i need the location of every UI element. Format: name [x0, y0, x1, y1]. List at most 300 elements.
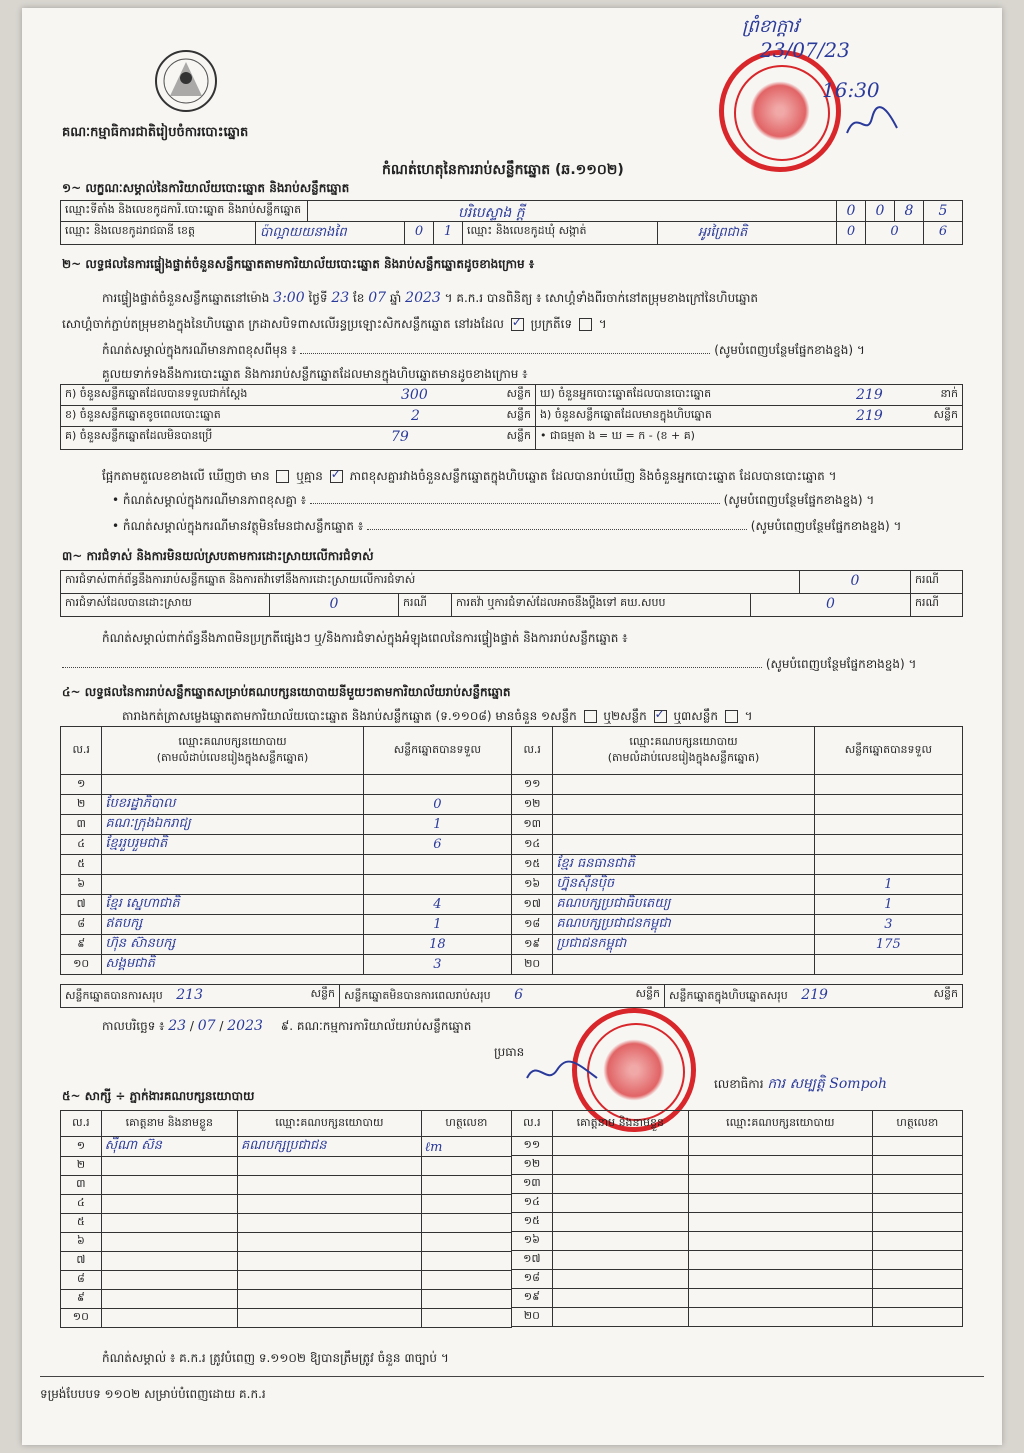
- cell-name: [552, 1137, 688, 1156]
- s4-date-d: 23: [168, 1018, 187, 1034]
- table-row: [61, 1137, 512, 1157]
- s4-table-right: [511, 726, 963, 975]
- cell-party: [237, 1290, 421, 1309]
- cell-sign: [421, 1233, 511, 1252]
- cell-sign: [421, 1290, 511, 1309]
- s2-note-hint: (សូមបំពេញបន្ថែមផ្នែកខាងខ្នង) ។: [714, 343, 865, 357]
- table-row: [512, 935, 963, 955]
- s3-case-unit: ករណី: [398, 593, 452, 617]
- cell-votes: 1: [814, 895, 962, 915]
- cell-party: ហ៊ុន ស៊ានបក្ស: [102, 935, 363, 955]
- cell-party: [688, 1137, 872, 1156]
- col-party-sub: (តាមលំដាប់លេខរៀងក្នុងសន្លឹកឆ្នោត): [607, 750, 760, 764]
- cell-no: ១០: [61, 955, 102, 975]
- s4-table-left: [60, 726, 512, 975]
- s2-opt-not: ប្រក្រតីទេ: [530, 317, 573, 331]
- cell-sign: [872, 1270, 962, 1289]
- s2-kha-row: [60, 405, 536, 427]
- cell-name: [552, 1213, 688, 1232]
- checkbox-1-sheet[interactable]: [584, 710, 597, 723]
- cell-name: [552, 1308, 688, 1327]
- cell-party: [688, 1308, 872, 1327]
- cell-party: [237, 1157, 421, 1176]
- s3-note: កំណត់សម្គាល់ពាក់ព័ន្ធនឹងភាពមិនប្រក្រតីផ្សេងៗ ឬ/និងការជំទាស់ក្នុងអំឡុងពេលនៃការផ្ទៀងផ្ទាត់ និងការរាប់សន្លឹកឆ្នោត ៖: [102, 631, 628, 645]
- cell-no: ១៨: [512, 915, 553, 935]
- s2-kha-label: ខ) ចំនួនសន្លឹកឆ្នោតខូចពេលបោះឆ្នោត: [65, 408, 221, 421]
- s2-kha-value: 2: [411, 408, 420, 424]
- annotation-text: ព្រំខាក្តាវ: [742, 16, 799, 37]
- cell-sign: [872, 1251, 962, 1270]
- table-row: [512, 1289, 963, 1308]
- s2-hint: (សូមបំពេញបន្ថែមផ្នែកខាងខ្នង) ។: [750, 519, 902, 533]
- s2-para2-text: សោហ្គំចាក់ភ្ជាប់តម្រុមខាងក្នុងនៃហិបឆ្នោត ក្រដាសបិទពាសលើរន្ធប្រឡោះសិកសន្លឹកឆ្នោត នៅរងដែល: [62, 317, 504, 331]
- cell-name: [552, 1194, 688, 1213]
- cell-party: [102, 855, 363, 875]
- cell-name: [101, 1176, 237, 1195]
- col-sign: ហត្ថលេខា: [421, 1111, 511, 1137]
- s2-para1: [102, 290, 758, 308]
- table-row: [512, 1194, 963, 1213]
- cell-name: [552, 1232, 688, 1251]
- col-name: គោត្តនាម និងនាមខ្លួន: [552, 1111, 688, 1137]
- col-no: ល.រ: [512, 1111, 553, 1137]
- cell-party: [688, 1213, 872, 1232]
- cell-party: បែខរដ្ឋាភិបាល: [102, 795, 363, 815]
- s1-commune-digit: 0: [865, 221, 924, 245]
- s2-day-label: ថ្ងៃទី: [308, 291, 328, 305]
- cell-name: [101, 1309, 237, 1328]
- dotted-line: [367, 519, 747, 530]
- table-row: [61, 1233, 512, 1252]
- cell-votes: 1: [363, 815, 511, 835]
- s4-secretary-sig: ការ សម្បត្តិ Sompoh: [767, 1076, 887, 1092]
- s4-intro: តារាងកត់ត្រាសម្លេងឆ្នោតតាមការិយាល័យបោះឆ្នោត និងរាប់សន្លឹកឆ្នោត (ទ.១១០៨) មានចំនួន ១សន្លឹក: [122, 709, 577, 723]
- s1-commune-digit: 0: [836, 221, 866, 245]
- table-row: [61, 1176, 512, 1195]
- cell-no: ១៩: [512, 935, 553, 955]
- cell-no: ៥: [61, 1214, 102, 1233]
- section5-heading: ៥~ សាក្សី ÷ ភ្នាក់ងារគណបក្សនយោបាយ: [62, 1089, 255, 1103]
- table-row: [512, 1175, 963, 1194]
- cell-party: [237, 1309, 421, 1328]
- s3-case-unit: ករណី: [910, 570, 963, 594]
- cell-party: [102, 875, 363, 895]
- cell-party: [688, 1156, 872, 1175]
- col-party-title: ឈ្មោះគណបក្សនយោបាយ: [629, 734, 738, 748]
- s2-year-label: ឆ្នាំ: [389, 291, 402, 305]
- cell-votes: [814, 815, 962, 835]
- cell-votes: [814, 955, 962, 975]
- unit: សន្លឹក: [933, 408, 958, 421]
- cell-party: ប្រជាជនកម្ពុជា: [553, 935, 814, 955]
- cell-no: ២០: [512, 955, 553, 975]
- col-party: [102, 727, 363, 775]
- cell-name: [101, 1290, 237, 1309]
- s2-ko-value: 79: [391, 429, 409, 445]
- table-row: [512, 875, 963, 895]
- s4-invalid-label: សន្លឹកឆ្នោតមិនបានការពេលរាប់សរុប: [344, 989, 491, 1002]
- table-row: [512, 775, 963, 795]
- section2-heading: ២~ លទ្ធផលនៃការផ្ទៀងផ្ទាត់ចំនួនសន្លឹកឆ្នោតតាមការិយាល័យបោះឆ្នោត និងរាប់សន្លឹកឆ្នោតដូចខាងក្រោម ៖: [62, 257, 535, 271]
- cell-no: ១៦: [512, 1232, 553, 1251]
- cell-name: [101, 1214, 237, 1233]
- table-row: [61, 895, 512, 915]
- cell-sign: [872, 1232, 962, 1251]
- s4-opt2: ឬ២សន្លឹក: [603, 709, 647, 723]
- cell-no: ១: [61, 1137, 102, 1157]
- unit: សន្លឹក: [506, 408, 531, 421]
- s2-day: 23: [331, 290, 350, 306]
- cell-party: [237, 1214, 421, 1233]
- s2-ka-value: 300: [401, 387, 428, 403]
- checkbox-not-normal[interactable]: [579, 318, 592, 331]
- table-row: [61, 915, 512, 935]
- s1-code-digit: 0: [865, 200, 895, 222]
- cell-party: [553, 815, 814, 835]
- s4-intro-line: តារាងកត់ត្រាសម្លេងឆ្នោតតាមការិយាល័យបោះឆ្នោត និងរាប់សន្លឹកឆ្នោត (ទ.១១០៨) មានចំនួន ១សន្លឹក ឬ២សន្លឹក ✓ ឬ៣សន្លឹក ។: [122, 708, 753, 726]
- col-sign: ហត្ថលេខា: [872, 1111, 962, 1137]
- cell-no: ៧: [61, 895, 102, 915]
- annotation-date: 23/07/23: [760, 38, 850, 62]
- table-row: [61, 1252, 512, 1271]
- s2-ka-row: [60, 384, 536, 406]
- cell-votes: 18: [363, 935, 511, 955]
- s2-formula: • ជាធម្មតា ង = ឃ = ក - (ខ + គ): [535, 426, 963, 450]
- table-row: [512, 1308, 963, 1327]
- s2-kho-label: ឃ) ចំនួនអ្នកបោះឆ្នោតដែលបានបោះឆ្នោត: [540, 387, 712, 400]
- cell-sign: [872, 1194, 962, 1213]
- cell-party: [553, 775, 814, 795]
- col-party-title: ឈ្មោះគណបក្សនយោបាយ: [178, 734, 287, 748]
- s5-note: កំណត់សម្គាល់ ៖ គ.ក.រ ត្រូវបំពេញ ទ.១១០២ ឱ្យបានត្រឹមត្រូវ ចំនួន ៣ច្បាប់ ។: [102, 1351, 449, 1365]
- unit: សន្លឹក: [933, 987, 958, 1000]
- s2-note-line: [102, 342, 865, 360]
- cell-party: គណបក្សប្រជាជន: [237, 1137, 421, 1157]
- section3-heading: ៣~ ការជំទាស់ និងការមិនយល់ស្របតាមការដោះស្រាយលើការជំទាស់: [62, 549, 374, 563]
- cell-votes: [363, 775, 511, 795]
- cell-party: ហ្វ៊ុនស៊ីនប៉ិច: [553, 875, 814, 895]
- table-row: [61, 955, 512, 975]
- cell-sign: [421, 1271, 511, 1290]
- s3-row2-value2: 0: [750, 593, 911, 617]
- s2-sub-intro: គួលយទាក់ទងនឹងការបោះឆ្នោត និងការរាប់សន្លឹកឆ្នោតដែលមានក្នុងហិបឆ្នោតមានដូចខាងក្រោម ៖: [102, 367, 528, 381]
- cell-no: ២០: [512, 1308, 553, 1327]
- s1-commune-label: ឈ្មោះ និងលេខកូដឃុំ សង្កាត់: [462, 221, 658, 245]
- table-row: [61, 1290, 512, 1309]
- unit: សន្លឹក: [310, 987, 335, 1000]
- col-no: ល.រ: [61, 727, 102, 775]
- form-page: [22, 8, 1002, 1445]
- form-title: កំណត់ហេតុនៃការរាប់សន្លឹកឆ្នោត (ឆ.១១០២): [382, 162, 624, 178]
- cell-sign: [421, 1309, 511, 1328]
- table-row: [512, 895, 963, 915]
- s2-check-a: ផ្អែកតាមតួលេខខាងលើ ឃើញថា មាន: [102, 469, 270, 483]
- cell-no: ៦: [61, 1233, 102, 1252]
- s3-row2-value: 0: [269, 593, 399, 617]
- cell-party: [237, 1233, 421, 1252]
- col-name: គោត្តនាម និងនាមខ្លួន: [101, 1111, 237, 1137]
- cell-no: ៣: [61, 815, 102, 835]
- col-votes: សន្លឹកឆ្នោតបានទទួល: [363, 727, 511, 775]
- cell-no: ១៨: [512, 1270, 553, 1289]
- cell-no: ៩: [61, 1290, 102, 1309]
- s3-hint: (សូមបំពេញបន្ថែមផ្នែកខាងខ្នង) ។: [765, 657, 917, 671]
- cell-no: ១៧: [512, 1251, 553, 1270]
- cell-party: គណៈក្រុងឯករាជ្យ: [102, 815, 363, 835]
- s1-province-digit: 1: [433, 221, 463, 245]
- cell-sign: [421, 1252, 511, 1271]
- s2-ngo-row: [535, 405, 963, 427]
- cell-name: [552, 1289, 688, 1308]
- cell-party: [237, 1271, 421, 1290]
- s2-check-c: ភាពខុសគ្នារវាងចំនួនសន្លឹកឆ្នោតក្នុងហិបឆ្នោត ដែលបានរាប់ឃើញ និងចំនួនអ្នកបោះឆ្នោត ដែលបានបោះឆ្នោត ។: [349, 469, 837, 483]
- cell-votes: 3: [814, 915, 962, 935]
- section1-heading: ១~ លក្ខណៈសម្គាល់នៃការិយាល័យបោះឆ្នោត និងរាប់សន្លឹកឆ្នោត: [62, 181, 350, 195]
- s2-note2-line: [112, 492, 874, 510]
- org-name: គណៈកម្មាធិការជាតិរៀបចំការបោះឆ្នោត: [62, 125, 249, 140]
- cell-votes: [814, 775, 962, 795]
- unit: នាក់: [940, 387, 958, 400]
- cell-sign: [872, 1213, 962, 1232]
- s4-secretary-line: [714, 1074, 887, 1095]
- cell-party: សង្គមជាតិ: [102, 955, 363, 975]
- cell-no: ១៩: [512, 1289, 553, 1308]
- table-row: [61, 1214, 512, 1233]
- col-no: ល.រ: [512, 727, 553, 775]
- cell-votes: 6: [363, 835, 511, 855]
- checkbox-3-sheets[interactable]: [725, 710, 738, 723]
- table-row: [61, 855, 512, 875]
- cell-no: ១២: [512, 1156, 553, 1175]
- table-row: [61, 1271, 512, 1290]
- cell-party: ខ្មែរ ធនធានជាតិ: [553, 855, 814, 875]
- cell-no: ១៥: [512, 1213, 553, 1232]
- footer-text: ទម្រង់បែបបទ ១១០២ សម្រាប់បំពេញដោយ គ.ក.រ: [40, 1387, 266, 1401]
- cell-votes: [363, 855, 511, 875]
- cell-party: គណបក្សប្រជាជនកម្ពុជា: [553, 915, 814, 935]
- table-row: [512, 835, 963, 855]
- cell-sign: [421, 1195, 511, 1214]
- s2-note-label: កំណត់សម្គាល់ក្នុងករណីមានភាពខុសពីមុន ៖: [102, 343, 297, 357]
- table-row: [512, 1232, 963, 1251]
- s4-total-label: សន្លឹកឆ្នោតក្នុងហិបឆ្នោតសរុប: [669, 989, 788, 1002]
- col-votes: សន្លឹកឆ្នោតបានទទួល: [814, 727, 962, 775]
- s3-row1-value: 0: [799, 570, 911, 594]
- cell-no: ១: [61, 775, 102, 795]
- s2-para1-a: ការផ្ទៀងផ្ទាត់ចំនួនសន្លឹកឆ្នោតនៅម៉ោង: [102, 291, 270, 305]
- cell-party: [688, 1270, 872, 1289]
- s2-hint: (សូមបំពេញបន្ថែមផ្នែកខាងខ្នង) ។: [723, 493, 875, 507]
- cell-no: ៧: [61, 1252, 102, 1271]
- s4-date-y: 2023: [227, 1018, 263, 1034]
- cell-no: ៨: [61, 1271, 102, 1290]
- col-no: ល.រ: [61, 1111, 102, 1137]
- cell-party: គណបក្សប្រជាធិបតេយ្យ: [553, 895, 814, 915]
- cell-no: ១១: [512, 775, 553, 795]
- s1-province-digit: 0: [404, 221, 434, 245]
- cell-votes: [363, 875, 511, 895]
- s1-row2-label: ឈ្មោះ និងលេខកូដរាជធានី ខេត្ត: [60, 221, 256, 245]
- cell-sign: [872, 1175, 962, 1194]
- s3-row2-label2: ការតវ៉ា ឬការជំទាស់ដែលអាចនឹងប្តឹងទៅ គឃ.សបប: [451, 593, 751, 617]
- cell-no: ១៦: [512, 875, 553, 895]
- s2-kho-row: [535, 384, 963, 406]
- s4-opt3: ឬ៣សន្លឹក: [673, 709, 718, 723]
- cell-party: [102, 775, 363, 795]
- table-row: [61, 795, 512, 815]
- cell-no: ៦: [61, 875, 102, 895]
- cell-sign: [872, 1137, 962, 1156]
- cell-name: [101, 1233, 237, 1252]
- s2-ngo-value: 219: [856, 408, 883, 424]
- s1-code-digit: 0: [836, 200, 866, 222]
- cell-votes: 4: [363, 895, 511, 915]
- s4-invalid-total: [339, 984, 665, 1008]
- cell-no: ១១: [512, 1137, 553, 1156]
- table-row: [61, 1195, 512, 1214]
- s4-valid-total: [60, 984, 340, 1008]
- s1-code-digit: 5: [923, 200, 963, 222]
- s1-row1-label: ឈ្មោះទីតាំង និងលេខកូដការិ.បោះឆ្នោត និងរាប់សន្លឹកឆ្នោត: [60, 200, 308, 222]
- checkbox-has-diff[interactable]: [276, 470, 289, 483]
- s4-total-value: 219: [801, 987, 828, 1003]
- s2-note3: • កំណត់សម្គាល់ក្នុងករណីមានវត្ថុមិនមែនជាសន្លឹកឆ្នោត ៖: [112, 519, 364, 533]
- table-row: [61, 1157, 512, 1176]
- s1-code-digit: 8: [894, 200, 924, 222]
- cell-name: [101, 1195, 237, 1214]
- table-row: [61, 775, 512, 795]
- cell-name: [552, 1251, 688, 1270]
- s4-date-line: កាលបរិច្ឆេទ ៖ 23 / 07 / 2023 ៩. គណៈកម្មការការិយាល័យរាប់សន្លឹកឆ្នោត: [102, 1018, 472, 1034]
- cell-name: [101, 1157, 237, 1176]
- s2-year: 2023: [405, 290, 441, 306]
- cell-votes: 3: [363, 955, 511, 975]
- cell-sign: [872, 1156, 962, 1175]
- annotation-time: 16:30: [822, 78, 880, 102]
- s2-ko-row: [60, 426, 536, 450]
- cell-no: ២: [61, 1157, 102, 1176]
- table-row: [61, 1309, 512, 1328]
- s4-invalid-value: 6: [514, 987, 524, 1003]
- cell-no: ៣: [61, 1176, 102, 1195]
- cell-name: [552, 1175, 688, 1194]
- cell-party: [237, 1176, 421, 1195]
- s2-note3-line: [112, 518, 901, 536]
- cell-votes: [814, 835, 962, 855]
- annotation-signature: [842, 103, 902, 143]
- checkbox-no-diff[interactable]: [330, 470, 343, 483]
- cell-no: ៥: [61, 855, 102, 875]
- emblem-icon: [150, 48, 222, 114]
- cell-party: ខ្មែររួបរួមជាតិ: [102, 835, 363, 855]
- dotted-line: [62, 657, 762, 668]
- s2-ngo-label: ង) ចំនួនសន្លឹកឆ្នោតដែលមានក្នុងហិបឆ្នោត: [540, 408, 712, 421]
- unit: សន្លឹក: [506, 429, 531, 442]
- cell-name: [101, 1252, 237, 1271]
- cell-party: [688, 1194, 872, 1213]
- cell-no: ៤: [61, 835, 102, 855]
- s2-time: 3:00: [273, 290, 305, 306]
- cell-no: ១៧: [512, 895, 553, 915]
- section4-heading: ៤~ លទ្ធផលនៃការរាប់សន្លឹកឆ្នោតសម្រាប់គណបក្សនយោបាយនីមួយៗតាមការិយាល័យរាប់សន្លឹកឆ្នោត: [62, 685, 511, 699]
- s2-month: 07: [368, 290, 387, 306]
- cell-no: ៩: [61, 935, 102, 955]
- table-row: [512, 795, 963, 815]
- cell-sign: [872, 1289, 962, 1308]
- col-party-sub: (តាមលំដាប់លេខរៀងក្នុងសន្លឹកឆ្នោត): [156, 750, 309, 764]
- s4-secretary: លេខាធិការ: [714, 1077, 764, 1091]
- table-row: [512, 915, 963, 935]
- unit: សន្លឹក: [506, 387, 531, 400]
- s2-note2: • កំណត់សម្គាល់ក្នុងករណីមានភាពខុសគ្នា ៖: [112, 493, 307, 507]
- table-row: [512, 1213, 963, 1232]
- table-row: [512, 855, 963, 875]
- official-stamp-top: [719, 50, 841, 172]
- s1-commune-value: អូរព្រៃជាតិ: [657, 221, 837, 245]
- cell-votes: [814, 855, 962, 875]
- checkbox-normal[interactable]: [511, 318, 524, 331]
- cell-sign: [421, 1157, 511, 1176]
- cell-no: ១៣: [512, 815, 553, 835]
- cell-name: [552, 1270, 688, 1289]
- s2-ko-label: គ) ចំនួនសន្លឹកឆ្នោតដែលមិនបានប្រើ: [65, 429, 213, 442]
- s4-date-label: កាលបរិច្ឆេទ ៖: [102, 1019, 165, 1033]
- cell-no: ១០: [61, 1309, 102, 1328]
- col-party: [553, 727, 814, 775]
- cell-no: ១២: [512, 795, 553, 815]
- table-row: [61, 835, 512, 855]
- s2-month-label: ខែ: [352, 291, 365, 305]
- s4-grand-total: [664, 984, 963, 1008]
- s4-committee: ៩. គណៈកម្មការការិយាល័យរាប់សន្លឹកឆ្នោត: [280, 1019, 472, 1033]
- s4-president: ប្រធាន: [494, 1045, 525, 1059]
- s1-row1-value: បរិបេស្ទាង ក្តី: [307, 200, 837, 222]
- s4-date-m: 07: [197, 1018, 216, 1034]
- cell-no: ៤: [61, 1195, 102, 1214]
- s2-para2: សោហ្គំចាក់ភ្ជាប់តម្រុមខាងក្នុងនៃហិបឆ្នោត ក្រដាសបិទពាសលើរន្ធប្រឡោះសិកសន្លឹកឆ្នោត នៅរងដែល ✓ ប្រក្រតីទេ ។: [62, 316, 607, 334]
- s5-table-right: [511, 1110, 963, 1327]
- s1-commune-digit: 6: [923, 221, 963, 245]
- cell-sign: ℓm: [421, 1137, 511, 1157]
- cell-party: [688, 1251, 872, 1270]
- s2-check-line: [102, 468, 837, 486]
- dotted-line: [300, 343, 710, 354]
- checkbox-2-sheets[interactable]: [654, 710, 667, 723]
- s2-ka-label: ក) ចំនួនសន្លឹកឆ្នោតដែលបានទទួលជាក់ស្តែង: [65, 387, 248, 400]
- s3-case-unit: ករណី: [910, 593, 963, 617]
- table-row: [61, 875, 512, 895]
- cell-no: ១៤: [512, 1194, 553, 1213]
- cell-no: ១៣: [512, 1175, 553, 1194]
- table-row: [61, 935, 512, 955]
- cell-votes: 175: [814, 935, 962, 955]
- cell-votes: 1: [363, 915, 511, 935]
- s4-valid-value: 213: [176, 987, 203, 1003]
- unit: សន្លឹក: [635, 987, 660, 1000]
- cell-votes: 1: [814, 875, 962, 895]
- cell-no: ២: [61, 795, 102, 815]
- s3-row2-label: ការជំទាស់ដែលបានដោះស្រាយ: [60, 593, 270, 617]
- s2-check-b: ឬគ្មាន: [296, 469, 323, 483]
- s3-note-line2: [62, 656, 916, 674]
- cell-no: ១៤: [512, 835, 553, 855]
- cell-name: ស៊ីណា ស៊ន: [101, 1137, 237, 1157]
- cell-sign: [872, 1308, 962, 1327]
- s2-kho-value: 219: [856, 387, 883, 403]
- table-row: [512, 955, 963, 975]
- s5-table-left: [60, 1110, 512, 1328]
- cell-party: [553, 955, 814, 975]
